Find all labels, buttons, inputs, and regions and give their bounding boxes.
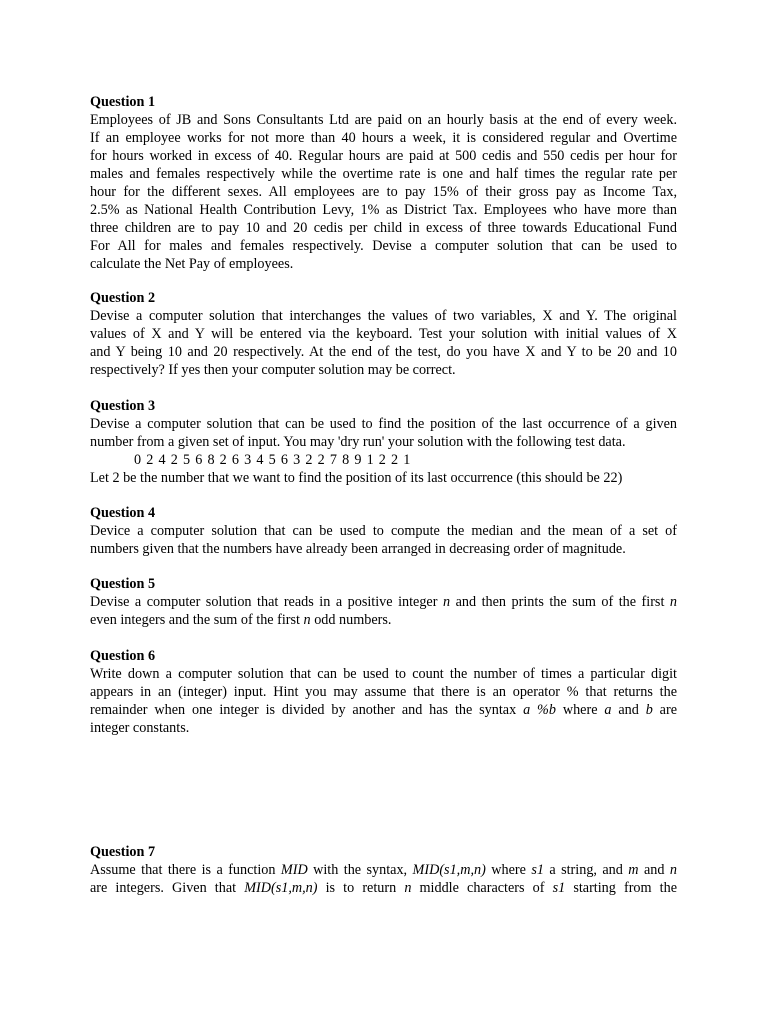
text-line: number from a given set of input. You may 'dry run' your solution with the following test data. xyxy=(90,434,626,450)
text-line xyxy=(90,593,677,611)
text-line: for hours worked in excess of 40. Regular hours are paid at 500 cedis and 550 cedis per hour for xyxy=(90,148,677,164)
text-segment: even integers and the sum of the first xyxy=(90,612,304,628)
text-segment: and then prints the sum of the first xyxy=(450,594,670,610)
italic-variable: n xyxy=(442,594,451,610)
question-7 xyxy=(90,843,677,897)
text-line: If an employee works for not more than 40 hours a week, it is considered regular and Overtime xyxy=(90,130,677,146)
text-segment: Devise a computer solution that reads in a positive integer xyxy=(90,594,443,610)
text-segment: middle characters of xyxy=(411,880,553,896)
text-segment: are integers. Given that xyxy=(90,880,245,896)
italic-variable: n xyxy=(404,880,412,896)
question-body xyxy=(90,522,677,558)
italic-variable: n xyxy=(669,862,677,878)
italic-function: MID xyxy=(280,862,308,878)
italic-variable: s1 xyxy=(531,862,544,878)
text-line: Devise a computer solution that can be used to find the position of the last occurrence of a given xyxy=(90,416,677,432)
italic-variable: m xyxy=(628,862,639,878)
text-line: Devise a computer solution that interchanges the values of two variables, X and Y. The original xyxy=(90,308,677,324)
question-title: Question 1 xyxy=(90,94,156,110)
text-line: three children are to pay 10 and 20 cedis per child in excess of three towards Educational Fund xyxy=(90,220,677,236)
italic-variable: a xyxy=(604,702,612,718)
text-segment: where xyxy=(485,862,532,878)
question-title: Question 2 xyxy=(90,290,156,306)
text-line: Let 2 be the number that we want to find the position of its last occurrence (this should be 22) xyxy=(90,470,623,486)
text-segment: Assume that there is a function xyxy=(90,862,281,878)
test-data-sequence: 0 2 4 2 5 6 8 2 6 3 4 5 6 3 2 2 7 8 9 1 2 2 1 xyxy=(134,452,411,468)
question-5 xyxy=(90,575,677,629)
question-title: Question 3 xyxy=(90,398,156,414)
text-line: and Y being 10 and 20 respectively. At the end of the test, do you have X and Y to be 20 and 10 xyxy=(90,344,677,360)
text-line xyxy=(90,861,677,879)
text-segment: remainder when one integer is divided by another and has the syntax xyxy=(90,702,524,718)
italic-variable: n xyxy=(303,612,311,628)
text-line: 2.5% as National Health Contribution Levy, 1% as District Tax. Employees who have more than xyxy=(90,202,677,218)
text-line xyxy=(90,879,677,897)
text-line: integer constants. xyxy=(90,720,190,736)
italic-variable: s1 xyxy=(552,880,566,896)
question-body xyxy=(90,861,677,897)
question-2 xyxy=(90,289,677,379)
text-line xyxy=(90,701,677,719)
text-segment: starting from the xyxy=(565,880,678,896)
italic-expression: a %b xyxy=(523,702,556,718)
italic-variable: n xyxy=(669,594,677,610)
question-title: Question 5 xyxy=(90,576,156,592)
text-segment: a string, and xyxy=(543,862,629,878)
question-title: Question 7 xyxy=(90,844,156,860)
text-segment: odd numbers. xyxy=(310,612,392,628)
question-4 xyxy=(90,504,677,558)
text-line xyxy=(90,611,677,629)
text-segment: with the syntax, xyxy=(307,862,413,878)
text-line: numbers given that the numbers have already been arranged in decreasing order of magnitude. xyxy=(90,541,626,557)
text-segment: are xyxy=(652,702,677,718)
question-1 xyxy=(90,93,677,273)
question-3 xyxy=(90,397,677,487)
text-line: appears in an (integer) input. Hint you may assume that there is an operator % that returns the xyxy=(90,684,677,700)
question-body xyxy=(90,665,677,737)
text-segment: and xyxy=(611,702,646,718)
text-segment: and xyxy=(638,862,670,878)
italic-signature: MID(s1,m,n) xyxy=(412,862,486,878)
question-title: Question 6 xyxy=(90,648,156,664)
text-line: males and females respectively while the overtime rate is one and half times the regular rate per xyxy=(90,166,677,182)
text-line: calculate the Net Pay of employees. xyxy=(90,256,294,272)
text-line: Write down a computer solution that can be used to count the number of times a particular digit xyxy=(90,666,677,682)
text-segment: where xyxy=(555,702,605,718)
italic-variable: b xyxy=(645,702,653,718)
text-line: respectively? If yes then your computer solution may be correct. xyxy=(90,362,456,378)
text-line: Device a computer solution that can be used to compute the median and the mean of a set of xyxy=(90,523,677,539)
text-segment: is to return xyxy=(317,880,405,896)
text-line: values of X and Y will be entered via the keyboard. Test your solution with initial values of X xyxy=(90,326,677,342)
question-body xyxy=(90,593,677,629)
question-title: Question 4 xyxy=(90,505,156,521)
text-line: hour for the different sexes. All employees are to pay 15% of their gross pay as Income Tax, xyxy=(90,184,677,200)
italic-signature: MID(s1,m,n) xyxy=(244,880,318,896)
question-body xyxy=(90,415,677,487)
question-body xyxy=(90,111,677,273)
text-line: For All for males and females respectively. Devise a computer solution that can be used to xyxy=(90,238,677,254)
question-6 xyxy=(90,647,677,737)
question-body xyxy=(90,307,677,379)
text-line: Employees of JB and Sons Consultants Ltd are paid on an hourly basis at the end of every week. xyxy=(90,112,677,128)
